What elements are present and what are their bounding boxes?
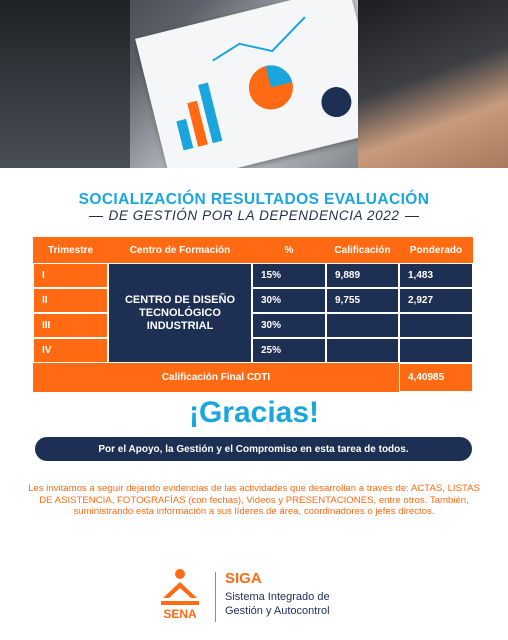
pct-cell: 15% xyxy=(252,263,326,288)
ponderado-cell: 1,483 xyxy=(399,263,473,288)
final-value: 4,40985 xyxy=(399,363,473,392)
ponderado-cell xyxy=(399,338,473,363)
siga-subtitle xyxy=(225,590,365,618)
ponderado-cell: 2,927 xyxy=(399,288,473,313)
title-rule-left xyxy=(89,216,103,217)
footer-logo xyxy=(155,568,355,628)
header-ponderado: Ponderado xyxy=(399,237,473,263)
header-calificacion: Calificación xyxy=(326,237,399,263)
thanks-banner: Por el Apoyo, la Gestión y el Compromiso en esta tarea de todos. xyxy=(35,437,472,461)
pct-cell: 25% xyxy=(252,338,326,363)
title-rule-right xyxy=(405,216,419,217)
title-line1: SOCIALIZACIÓN RESULTADOS EVALUACIÓN xyxy=(78,191,430,208)
centro-formacion-cell: CENTRO DE DISEÑO TECNOLÓGICO INDUSTRIAL xyxy=(108,263,252,363)
title-line2-text: DE GESTIÓN POR LA DEPENDENCIA 2022 xyxy=(108,208,400,223)
sena-wordmark: SENA xyxy=(163,607,197,621)
final-label: Calificación Final CDTI xyxy=(33,363,399,392)
title-line2 xyxy=(0,208,508,223)
trimestre-cell: II xyxy=(33,288,108,313)
sena-logo-icon xyxy=(155,568,205,622)
gracias-heading: ¡Gracias! xyxy=(188,396,320,429)
calificacion-cell: 9,889 xyxy=(326,263,399,288)
laptop-image xyxy=(0,0,130,168)
calificacion-cell: 9,755 xyxy=(326,288,399,313)
chart-paper-image xyxy=(135,0,385,168)
logo-divider xyxy=(215,572,216,622)
invitation-message: Les invitamos a seguir dejando evidencias de las actividades que desarrollan a través de: ACTAS, LISTAS DE ASISTENCIA, FOTOGRAFÍAS (con fechas), Videos y PRESENTACIONES, entre otros. También, suministrando esta información a sus líderes de área, coordinadores o jefes directos. xyxy=(28,483,480,518)
trimestre-cell: III xyxy=(33,313,108,338)
siga-brand: SIGA xyxy=(225,570,262,587)
header-pct: % xyxy=(252,237,326,263)
siga-line1: Sistema Integrado de xyxy=(225,591,330,603)
siga-line2: Gestión y Autocontrol xyxy=(225,605,330,617)
pct-cell: 30% xyxy=(252,288,326,313)
header-trimestre: Trimestre xyxy=(33,237,108,263)
trimestre-cell: IV xyxy=(33,338,108,363)
calificacion-cell xyxy=(326,313,399,338)
header-photo xyxy=(0,0,508,168)
calificacion-cell xyxy=(326,338,399,363)
trimestre-cell: I xyxy=(33,263,108,288)
results-table xyxy=(33,237,473,392)
header-centro: Centro de Formación xyxy=(108,237,252,263)
ponderado-cell xyxy=(399,313,473,338)
pct-cell: 30% xyxy=(252,313,326,338)
hands-pen-image xyxy=(358,0,508,168)
